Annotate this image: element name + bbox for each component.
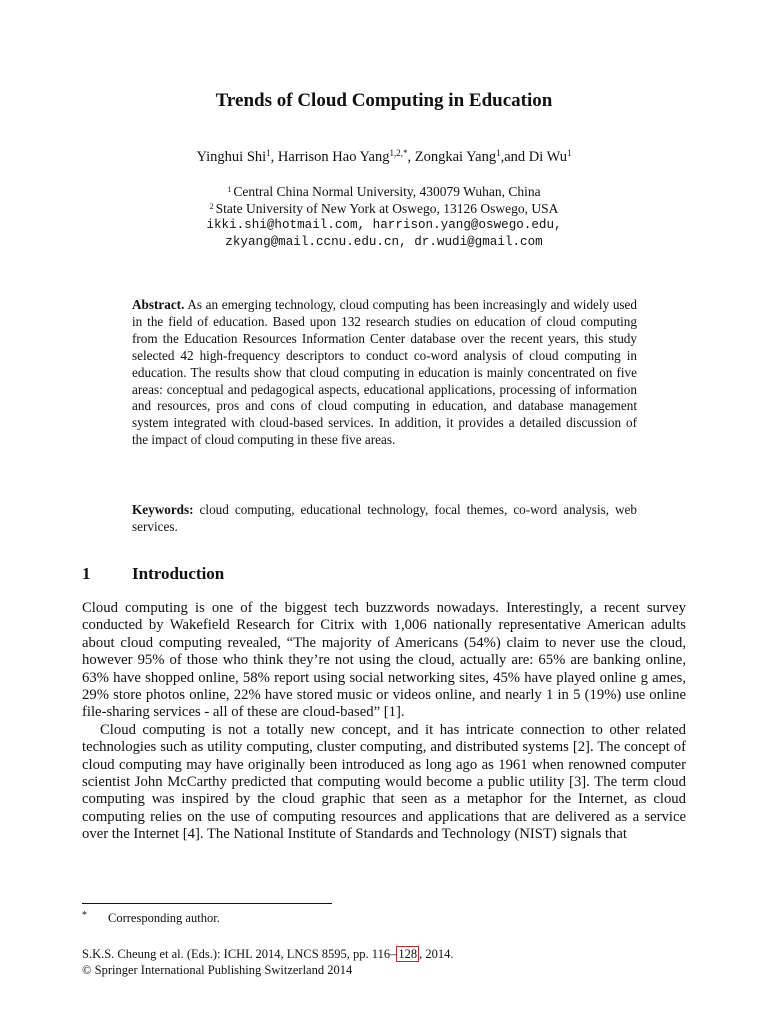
- author-name: Di Wu: [528, 149, 568, 165]
- affiliation-text: Central China Normal University, 430079 Wuhan, China: [233, 184, 541, 199]
- abstract: [132, 297, 637, 449]
- footnote: [82, 910, 220, 926]
- citation-block: [82, 946, 453, 978]
- affiliation-text: State University of New York at Oswego, 13126 Oswego, USA: [215, 201, 559, 216]
- citation-suffix: , 2014.: [419, 947, 454, 961]
- footnote-rule: [82, 903, 332, 904]
- abstract-text: As an emerging technology, cloud computing has been increasingly and widely used in the field of education. Based upon 132 research studies on education of cloud computing from the Education Resources Information Center database over the recent years, this study selected 42 high-frequency descriptors to conduct co-word analysis of cloud computing in education. The results show that cloud computing in education is mainly concentrated on five areas: conceptual and pedagogical aspects, educational applications, processing of information and resources, pros and cons of cloud computing in education, and database management system integrated with cloud-based services. In addition, it provides a detailed discussion of the impact of cloud computing in these five areas.: [132, 297, 637, 448]
- author-separator: ,: [407, 149, 415, 165]
- section-heading: [82, 564, 224, 584]
- page-end-link[interactable]: 128: [398, 947, 418, 961]
- author-affiliation-mark: 1: [266, 148, 271, 158]
- author-name: Zongkai Yang: [414, 149, 497, 165]
- section-title: Introduction: [132, 564, 225, 583]
- keywords-label: Keywords:: [132, 502, 194, 517]
- affiliation-number: 1: [227, 185, 232, 194]
- section-number: 1: [82, 564, 91, 583]
- copyright-line: © Springer International Publishing Switzerland 2014: [82, 963, 353, 977]
- abstract-label: Abstract.: [132, 297, 185, 312]
- author-list: [0, 148, 768, 166]
- affiliation-line: [0, 184, 768, 200]
- citation-line: [82, 946, 453, 962]
- author-name: Harrison Hao Yang: [277, 149, 390, 165]
- introduction-body: [82, 600, 686, 844]
- email-line: zkyang@mail.ccnu.edu.cn, dr.wudi@gmail.com: [225, 235, 543, 249]
- author-separator: ,and: [500, 149, 529, 165]
- affiliation-number: 2: [209, 202, 214, 211]
- paragraph: Cloud computing is not a totally new concept, and it has intricate connection to other related technologies such as utility computing, cluster computing, and distributed systems [2]. The concept of cloud computing may have originally been introduced as long ago as 1961 when renowned computer scientist John McCarthy predicted that computing would become a public utility [3]. The term cloud computing was inspired by the cloud graphic that seen as a metaphor for the Internet, as cloud computing relies on the use of computing resources and applications that are delivered as a service over the Internet [4]. The National Institute of Standards and Technology (NIST) signals that: [82, 721, 686, 843]
- citation-prefix: S.K.S. Cheung et al. (Eds.): ICHL 2014, LNCS 8595, pp. 116–: [82, 947, 397, 961]
- paragraph: Cloud computing is one of the biggest tech buzzwords nowadays. Interestingly, a recent survey conducted by Wakefield Research for Citrix with 1,006 nationally representative American adults about cloud computing revealed, “The majority of Americans (54%) claim to never use the cloud, however 95% of those who think they’re not using the cloud, actually are: 65% are banking online, 63% have shopped online, 58% report using social networking sites, 45% have played online g ames, 29% store photos online, 22% have stored music or videos online, and nearly 1 in 5 (19%) use online file-sharing services - all of these are cloud-based” [1].: [82, 600, 686, 721]
- keywords-text: cloud computing, educational technology, focal themes, co-word analysis, web services.: [132, 502, 637, 534]
- author-affiliation-mark: 1,2,*: [389, 148, 408, 158]
- paper-title: Trends of Cloud Computing in Education: [215, 90, 553, 111]
- email-line: ikki.shi@hotmail.com, harrison.yang@oswego.edu,: [206, 218, 562, 232]
- author-name: Yinghui Shi: [196, 149, 267, 165]
- author-separator: ,: [270, 149, 278, 165]
- affiliation-line: [0, 201, 768, 217]
- author-affiliation-mark: 1: [496, 148, 501, 158]
- footnote-mark: *: [82, 910, 87, 921]
- author-affiliation-mark: 1: [567, 148, 572, 158]
- footnote-text: Corresponding author.: [108, 911, 220, 925]
- keywords: [132, 502, 637, 536]
